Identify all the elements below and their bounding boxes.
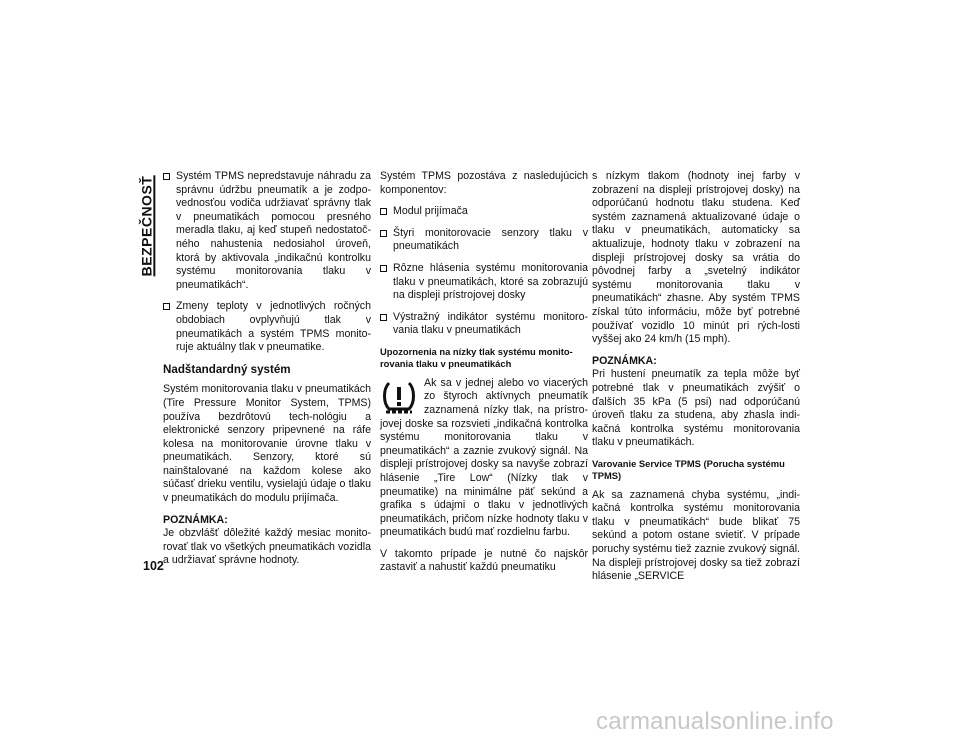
checkbox-bullet-icon [163,173,170,180]
watermark: carmanualsonline.info [596,708,834,735]
note-text: Pri hustení pneumatík za tepla môže byť potrebné tlak v pneumatikách zvýšiť o ďalších 35 kPa (5 psi) nad odporúčanú úroveň tlaku za studena, aby zhasla indi-kačná kontrolka systému monitorovania tlaku v pneumatikách. [592,368,800,449]
list-item: Zmeny teploty v jednotlivých ročných obdobiach ovplyvňujú tlak v pneumatikách a systém TPMS monito-ruje aktuálny tlak v pneumatike. [163,300,371,354]
note-text: Je obzvlášť dôležité každý mesiac monito-rovať tlak vo všetkých pneumatikách vozidla a udržiavať správne hodnoty. [163,527,371,567]
paragraph: Systém TPMS pozostáva z nasledujúcich komponentov: [380,170,588,196]
list-item: Systém TPMS nepredstavuje náhradu za správnu údržbu pneumatík a je zodpo-vednosťou vodiča udržiavať správny tlak v pneumatikách pomocou presného meradla tlaku, aj keď stupeň nedostatoč-ného nahustenia nedosiahol úroveň, ktorá by aktivovala „indikačnú kontrolku systému monitorovania tlaku v pneumatikách“. [163,170,371,292]
checkbox-bullet-icon [380,208,387,215]
paragraph: s nízkym tlakom (hodnoty inej farby v zobrazení na displeji prístrojovej dosky) na odporúčanú hodnotu tlaku studena. Keď systém zaznamená aktualizované údaje o tlaku v pneumatikách, automaticky sa aktualizuje, hodnoty tlaku v zobrazení na displeji prístrojovej dosky sa vrátia do pôvodnej farby a „svetelný indikátor systému monitorovania tlaku v pneumatikách“ zhasne. Aby systém TPMS získal túto informáciu, môže byť potrebné používať vozidlo 10 minút pri rých-losti vyššej ako 24 km/h (15 mph). [592,170,800,346]
column-3 [592,170,800,592]
list-item: Výstražný indikátor systému monitoro-vania tlaku v pneumatikách [380,311,588,338]
checkbox-bullet-icon [380,314,387,321]
subheading: Upozornenia na nízky tlak systému monito-rovania tlaku v pneumatikách [380,345,573,370]
note-label: POZNÁMKA: [163,513,228,526]
list-item: Modul prijímača [380,205,588,219]
checkbox-bullet-icon [380,230,387,237]
section-tab-label: BEZPEČNOSŤ [138,175,154,276]
tpms-warning-icon [380,379,418,415]
paragraph: Ak sa zaznamená chyba systému, „indi-kačná kontrolka systému monitorovania tlaku v pneumatikách“ bude blikať 75 sekúnd a potom ostane svietiť. V prípade poruchy systému tiež zaznie zvukový signál. Na displeji prístrojovej dosky sa tiež zobrazí hlásenie „SERVICE [592,488,800,583]
list-item: Štyri monitorovacie senzory tlaku v pneumatikách [380,227,588,254]
paragraph: V takomto prípade je nutné čo najskôr zastaviť a nahustiť každú pneumatiku [380,547,588,574]
column-2 [380,170,588,583]
section-heading: Nadštandardný systém [163,362,291,376]
section-tab [136,168,158,283]
warning-block [380,377,588,540]
subheading: Varovanie Service TPMS (Porucha systému TPMS) [592,457,785,482]
checkbox-bullet-icon [380,265,387,272]
list-item: Rôzne hlásenia systému monitorovania tlaku v pneumatikách, ktoré sa zobrazujú na displeji prístrojovej dosky [380,262,588,303]
warning-text: Ak sa v jednej alebo vo viacerých zo štyroch aktívnych pneumatík zaznamená nízky tlak, na prístro-jovej doske sa rozsvieti „indikačná kontrolka systému monitorovania tlaku v pneumatikách“ a zaznie zvukový signál. Na displeji prístrojovej dosky sa navyše zobrazí hlásenie „Tire Low“ (Nízky tlak v pneumatike) na minimálne päť sekúnd a grafika s údajmi o tlaku v jednotlivých pneumatikách, pričom nízke hodnoty tlaku v pneumatikách budú mať rozdielnu farbu. [380,376,588,539]
page-number: 102 [143,559,164,573]
column-1 [163,170,371,576]
paragraph: Systém monitorovania tlaku v pneumatikách (Tire Pressure Monitor System, TPMS) používa bezdrôtovú tech-nológiu a elektronické senzory pripevnené na ráfe kolesa na monitorovanie úrovne tlaku v pneumatikách. Senzory, ktoré sú nainštalované na každom kolese ako súčasť drieku ventilu, vysielajú údaje o tlaku v pneumatikách do modulu prijímača. [163,383,371,505]
note-label: POZNÁMKA: [592,354,657,367]
checkbox-bullet-icon [163,303,170,310]
